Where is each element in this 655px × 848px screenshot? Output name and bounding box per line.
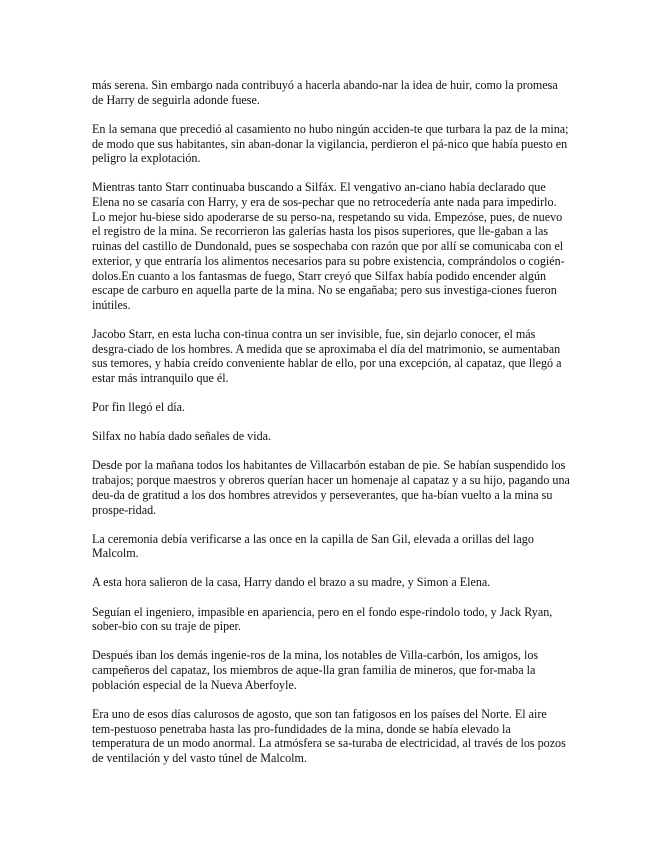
paragraph: Seguían el ingeniero, impasible en apariencia, pero en el fondo espe-rindolo todo, y Jack Ryan, sober-bio con su traje de piper. (92, 604, 553, 634)
paragraph: La ceremonia debía verificarse a las once en la capilla de San Gil, elevada a orillas del lago Malcolm. (92, 531, 534, 561)
paragraph: A esta hora salieron de la casa, Harry dando el brazo a su madre, y Simon a Elena. (92, 575, 491, 590)
paragraph: Jacobo Starr, en esta lucha con-tinua contra un ser invisible, fue, sin dejarlo conocer, el más desgra-ciado de los hombres. A medida que se aproximaba el día del matrimonio, se aumentaban sus temores, y había creído conveniente hablar de ello, por una excepción, al capataz, que llegó a estar más intranquilo que él. (92, 327, 562, 386)
document-page (92, 78, 570, 780)
paragraph: En la semana que precedió al casamiento no hubo ningún acciden-te que turbara la paz de la mina; de modo que sus habitantes, sin aban-donar la vigilancia, perdieron el pá-nico que había puesto en peligro la explotación. (92, 121, 569, 166)
paragraph: Mientras tanto Starr continuaba buscando a Silfáx. El vengativo an-ciano había declarado que Elena no se casaría con Harry, y era de sos-pechar que no retrocedería ante nada para impedirlo. Lo mejor hu-biese sido apoderarse de su perso-na, respetando su vida. Empezóse, pues, de nuevo el registro de la mina. Se recorrieron las galerías hasta los pisos superiores, que lle-gaban a las ruinas del castillo de Dundonald, pues se sospechaba con razón que por allí se comunicaba con el exterior, y que entraría los alimentos necesarios para su pobre existencia, comprándolos o cogién-dolos.En cuanto a los fantasmas de fuego, Starr creyó que Silfax había podido encender algún escape de carburo en aquella parte de la mina. No se engañaba; pero sus investiga-ciones fueron inútiles. (92, 180, 565, 312)
paragraph: Desde por la mañana todos los habitantes de Villacarbón estaban de pie. Se habían suspendido los trabajos; porque maestros y obreros querían hacer un homenaje al capataz y a su hijo, pagando una deu-da de gratitud a los dos hombres atrevidos y perseverantes, que ha-bían vuelto a la mina su prospe-ridad. (92, 458, 570, 517)
paragraph: Era uno de esos días calurosos de agosto, que son tan fatigosos en los países del Norte. El aire tem-pestuoso penetraba hasta las pro-fundidades de la mina, donde se había elevado la temperatura de un modo anormal. La atmósfera se sa-turaba de electricidad, al través de los pozos de ventilación y del vasto túnel de Malcolm. (92, 706, 566, 765)
paragraph: Silfax no había dado señales de vida. (92, 429, 272, 444)
paragraph: Después iban los demás ingenie-ros de la mina, los notables de Villa-carbón, los amigos, los campeñeros del capataz, los miembros de aque-lla gran familia de mineros, que for-maba la población especial de la Nueva Aberfoyle. (92, 648, 539, 692)
paragraph: más serena. Sin embargo nada contribuyó a hacerla abando-nar la idea de huir, como la promesa de Harry de seguirla adonde fuese. (92, 78, 558, 107)
paragraph: Por fin llegó el día. (92, 400, 186, 415)
